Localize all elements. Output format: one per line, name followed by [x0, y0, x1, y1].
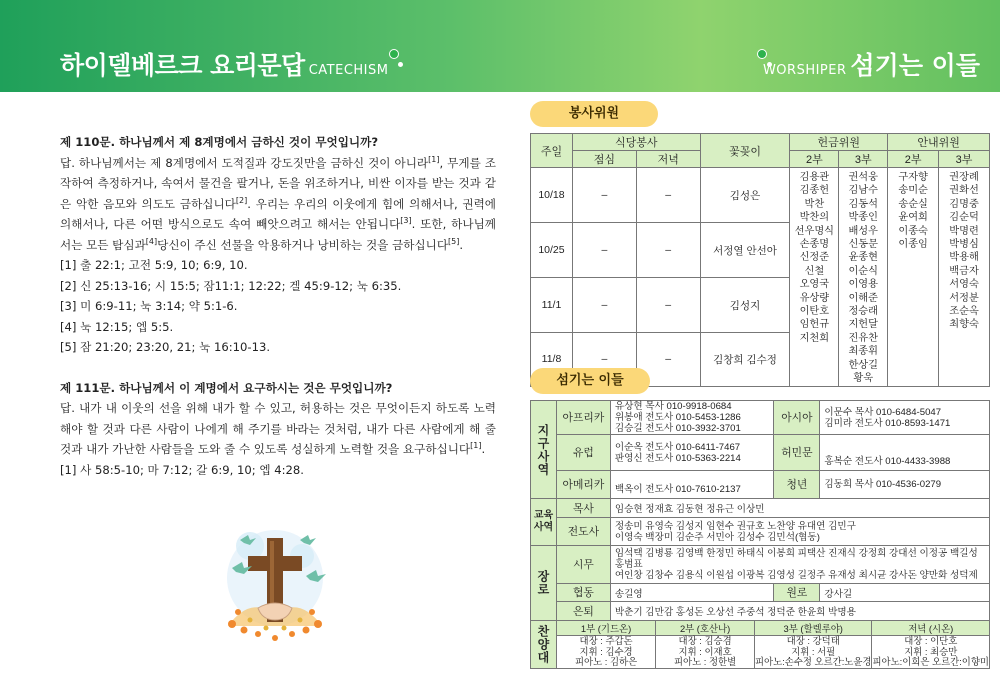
- list-line: 이탄호: [799, 306, 830, 318]
- row-date: 10/18: [531, 168, 573, 223]
- list-line: 박병심: [949, 239, 979, 251]
- row-lunch: –: [572, 333, 636, 386]
- choir-2-staff: [656, 636, 755, 668]
- list-line: 박명련: [949, 225, 979, 237]
- list-line: 이영용: [848, 279, 878, 291]
- list-line: 송순실: [898, 198, 928, 210]
- list-line: 김미라 전도사 010-8593-1471: [824, 417, 951, 429]
- list-line: 진유찬: [848, 332, 878, 344]
- list-line: 박용해: [949, 252, 979, 264]
- catechism-title: [60, 46, 389, 82]
- row-date: 11/8: [531, 333, 573, 386]
- list-line: 임헌규: [799, 319, 830, 331]
- answer-111: 답. 내가 내 이웃의 선을 위해 내가 할 수 있고, 허용하는 것은 무엇이든지 하도록 노력해야 할 것과 다른 사람이 나에게 해 주기를 바라는 것처럼, 내가 다른 사람에게 해 줄 것과 내가 가난한 사람들을 도와 줄 수 있도록 성실하게 노력할 것을 요구하십니다[1].: [60, 401, 496, 456]
- th-offering-3: 3부: [839, 151, 888, 168]
- catechism-title-kr: 하이델베르크 요리문답: [60, 51, 305, 80]
- list-line: 지휘 : 이재호: [678, 645, 732, 657]
- list-line: 박종인: [848, 212, 878, 224]
- asia-label: 아시아: [774, 401, 820, 435]
- list-line: 박찬: [804, 198, 825, 210]
- workers-table: [530, 400, 990, 669]
- list-line: 손종명: [799, 239, 830, 251]
- choir-4-staff: [872, 636, 989, 668]
- footnote-ref: [4]: [145, 236, 158, 246]
- th-dinner: 저녁: [636, 151, 700, 168]
- list-line: 정승래: [848, 306, 878, 318]
- th-usher: 안내위원: [888, 134, 990, 151]
- list-line: 황욱: [853, 373, 874, 385]
- list-line: 대장 : 이단호: [904, 635, 958, 646]
- list-line: 서정분: [949, 292, 979, 304]
- list-line: 대장 : 강덕태: [786, 635, 840, 646]
- th-lunch: 점심: [572, 151, 636, 168]
- list-line: [1] 출 22:1; 고전 5:9, 10; 6:9, 10.: [60, 258, 248, 272]
- green-dot-icon: [389, 49, 399, 59]
- row-flower: 김성지: [700, 278, 790, 333]
- europe-contacts: [610, 435, 774, 471]
- list-line: 김종헌: [799, 185, 830, 197]
- choir-3-staff: [754, 636, 872, 668]
- list-line: 지휘 : 김수경: [579, 645, 633, 657]
- list-line: 피아노:이희은 오르간:이향미: [872, 656, 989, 668]
- list-line: 지휘 : 서필: [791, 645, 836, 657]
- evangelist-names: [610, 518, 989, 546]
- footnote-ref: [1]: [470, 441, 482, 451]
- list-line: 김남수: [848, 185, 878, 197]
- row-dinner: –: [636, 333, 700, 386]
- list-line: 송미순: [898, 185, 928, 197]
- education-label: 교육사역: [531, 499, 557, 546]
- list-line: 여인창 김창수 김용식 이원섭 이광복 김영성 길정주 유재성 최시균 강사돈 양만화 성덕제: [614, 570, 978, 581]
- row-flower: 김창희 김수정: [700, 333, 790, 386]
- hermon-label: 허민문: [774, 435, 820, 471]
- row-date: 11/1: [531, 278, 573, 333]
- elders-label: 장로: [531, 546, 557, 621]
- choir-1-staff: [557, 636, 656, 668]
- usher-3-list: [939, 168, 990, 387]
- service-table: [530, 133, 990, 387]
- list-line: 김명중: [949, 198, 979, 210]
- th-usher-2: 2부: [888, 151, 939, 168]
- list-line: 권석웅: [848, 172, 878, 183]
- evangelist-label: 전도사: [556, 518, 610, 546]
- th-meal: 식당봉사: [572, 134, 700, 151]
- pastor-names: 임승현 정재효 김동현 정유근 이상민: [610, 499, 989, 518]
- list-line: 조순옥: [949, 306, 979, 318]
- refs-110: [60, 255, 496, 358]
- europe-label: 유럽: [556, 435, 610, 471]
- africa-label: 아프리카: [556, 401, 610, 435]
- list-line: 백옥이 전도사 010-7610-2137: [614, 484, 741, 495]
- list-line: 구자향: [898, 172, 928, 183]
- worshiper-title-kr: 섬기는 이들: [850, 51, 980, 80]
- list-line: 이영숙 백장미 김순주 서민아 김성수 김민석(협동): [614, 531, 820, 543]
- list-line: 이순식: [848, 265, 878, 277]
- catechism-title-en: CATECHISM: [308, 63, 389, 78]
- list-line: 김순덕: [949, 212, 979, 224]
- emeritus-label: 원로: [774, 584, 820, 602]
- list-line: 홍복순 전도사 010-4433-3988: [824, 456, 951, 467]
- list-line: 대장 : 김승겸: [678, 635, 732, 646]
- list-line: 김동석: [848, 198, 878, 210]
- retired-label: 은퇴: [556, 602, 610, 621]
- list-line: 신동문: [848, 239, 878, 251]
- america-label: 아메리카: [556, 471, 610, 499]
- list-line: [5] 잠 21:20; 23:20, 21; 눅 16:10-13.: [60, 340, 271, 354]
- header-banner: [0, 0, 1000, 92]
- row-flower: 김성은: [700, 168, 790, 223]
- list-line: 신정준: [799, 252, 830, 264]
- list-line: 이문수 목사 010-6484-5047: [824, 406, 942, 418]
- asia-contacts: [820, 401, 990, 435]
- list-line: 정송미 유영숙 김성지 임현수 권규호 노찬양 유대연 김민구: [614, 520, 856, 532]
- th-offering: 헌금위원: [790, 134, 888, 151]
- list-line: 피아노:손수정 오르간:노윤경: [754, 656, 872, 668]
- answer-110: 답. 하나님께서는 제 8계명에서 도적질과 강도짓만을 금하신 것이 아니라[1], 무게를 조작하여 측정하거나, 속여서 물건을 팔거나, 돈을 위조하거나, 비싼 이자를 받는 것과 같은 악한 음모와 의도도 금하십니다[2]. 우리는 우리의 이웃에게 힘에 의해서나, 권력에 의해서나, 다른 어떤 방식으로도 속여 빼앗으려고 해서는 안됩니다[3]. 또한, 하나님께서는 모든 탐심과[4]당신이 주신 선물을 악용하거나 낭비하는 것을 금하십니다[5].: [60, 154, 496, 252]
- list-line: 유상량: [799, 292, 830, 304]
- list-line: 이종숙: [898, 225, 928, 237]
- th-week: 주일: [531, 134, 573, 168]
- question-111: 제 111문. 하나님께서 이 계명에서 요구하시는 것은 무엇입니까?: [60, 380, 393, 395]
- catechism-section: [60, 132, 496, 480]
- offering-3-list: [839, 168, 888, 387]
- choir-col-1: 1부 (기드온): [557, 621, 656, 636]
- list-line: 이해준: [848, 292, 878, 304]
- pastor-label: 목사: [556, 499, 610, 518]
- list-line: 오영국: [799, 279, 830, 291]
- refs-111: [60, 460, 496, 481]
- list-line: 신철: [804, 265, 825, 277]
- list-line: 선우명식: [794, 225, 835, 237]
- list-line: 피아노 : 김하은: [574, 656, 638, 668]
- list-line: 유상현 목사 010-9918-0684: [614, 401, 732, 412]
- row-lunch: –: [572, 278, 636, 333]
- assoc-label: 협동: [556, 584, 610, 602]
- list-line: 피아노 : 정한별: [674, 656, 737, 668]
- youth-label: 청년: [774, 471, 820, 499]
- list-line: 임석택 김병룡 김영백 한정민 하태식 이봉희 피택산 진재식 강정희 강대선 이정공 백길성 홍범표: [614, 548, 978, 570]
- list-line: 김용관: [799, 172, 830, 183]
- list-line: 이순옥 전도사 010-6411-7467: [614, 441, 741, 453]
- worshiper-title: [763, 46, 980, 82]
- question-110: 제 110문. 하나님께서 제 8계명에서 금하신 것이 무엇입니까?: [60, 135, 379, 149]
- list-line: 최향숙: [949, 319, 979, 331]
- list-line: 판영신 전도사 010-5363-2214: [614, 452, 741, 464]
- footnote-ref: [1]: [428, 154, 440, 164]
- africa-contacts: [610, 401, 774, 435]
- list-line: 지휘 : 최승만: [904, 645, 958, 657]
- cross-illustration: [210, 516, 340, 646]
- america-contacts: [610, 471, 774, 499]
- worshiper-title-en: WORSHIPER: [762, 63, 847, 78]
- list-line: 한상길: [848, 359, 878, 371]
- list-line: 대장 : 주갑돈: [579, 635, 633, 646]
- emeritus-names: 강사길: [820, 584, 990, 602]
- row-lunch: –: [572, 168, 636, 223]
- th-flower: 꽃꽂이: [700, 134, 790, 168]
- list-line: 서영숙: [949, 279, 979, 291]
- active-label: 시무: [556, 546, 610, 584]
- row-flower: 서정열 안선아: [700, 223, 790, 278]
- youth-contacts: [820, 471, 990, 499]
- row-lunch: –: [572, 223, 636, 278]
- list-line: 윤종현: [848, 252, 878, 264]
- list-line: [4] 눅 12:15; 엡 5:5.: [60, 319, 174, 334]
- usher-2-list: [888, 168, 939, 387]
- choir-label: 찬양대: [531, 621, 557, 669]
- list-line: [1] 사 58:5-10; 마 7:12; 갈 6:9, 10; 엡 4:28.: [60, 462, 304, 477]
- list-line: 이종임: [898, 239, 928, 251]
- footnote-ref: [2]: [235, 195, 248, 205]
- mission-label: 지구사역: [531, 401, 557, 499]
- footnote-ref: [3]: [400, 216, 412, 226]
- list-line: 윤여희: [898, 212, 928, 224]
- list-line: 지헌달: [848, 319, 878, 331]
- list-line: 박찬의: [799, 212, 830, 224]
- list-line: [3] 미 6:9-11; 눅 3:14; 약 5:1-6.: [60, 299, 238, 313]
- row-date: 10/25: [531, 223, 573, 278]
- list-line: 권장례: [949, 172, 979, 183]
- th-offering-2: 2부: [790, 151, 839, 168]
- choir-col-2: 2부 (호산나): [656, 621, 755, 636]
- choir-table: [557, 621, 989, 668]
- row-dinner: –: [636, 223, 700, 278]
- assoc-names: 송길영: [610, 584, 774, 602]
- choir-col-4: 저녁 (시온): [872, 621, 989, 636]
- list-line: 배성우: [848, 225, 878, 237]
- retired-names: 박춘기 김만감 홍성돈 오상선 주중석 정덕준 한윤희 박명용: [610, 602, 989, 621]
- active-names: [610, 546, 989, 584]
- list-line: 위봉애 전도사 010-5453-1286: [614, 412, 741, 423]
- list-line: 백금자: [949, 265, 979, 277]
- offering-2-list: [790, 168, 839, 387]
- choir-col-3: 3부 (할렐루야): [754, 621, 872, 636]
- list-line: 권화선: [949, 185, 979, 197]
- list-line: 지천희: [799, 332, 830, 344]
- list-line: 김동희 목사 010-4536-0279: [824, 479, 942, 490]
- row-dinner: –: [636, 168, 700, 223]
- list-line: [2] 신 25:13-16; 시 15:5; 잠11:1; 12:22; 겔 45:9-12; 눅 6:35.: [60, 278, 402, 293]
- hermon-contacts: [820, 435, 990, 471]
- white-dot-icon: [398, 62, 403, 67]
- footnote-ref: [5]: [448, 236, 460, 246]
- row-dinner: –: [636, 278, 700, 333]
- th-usher-3: 3부: [939, 151, 990, 168]
- service-badge: 봉사위원: [530, 101, 658, 127]
- workers-badge: 섬기는 이들: [530, 368, 650, 394]
- list-line: 김승길 전도사 010-3932-3701: [614, 423, 741, 434]
- list-line: 최종휘: [848, 346, 878, 358]
